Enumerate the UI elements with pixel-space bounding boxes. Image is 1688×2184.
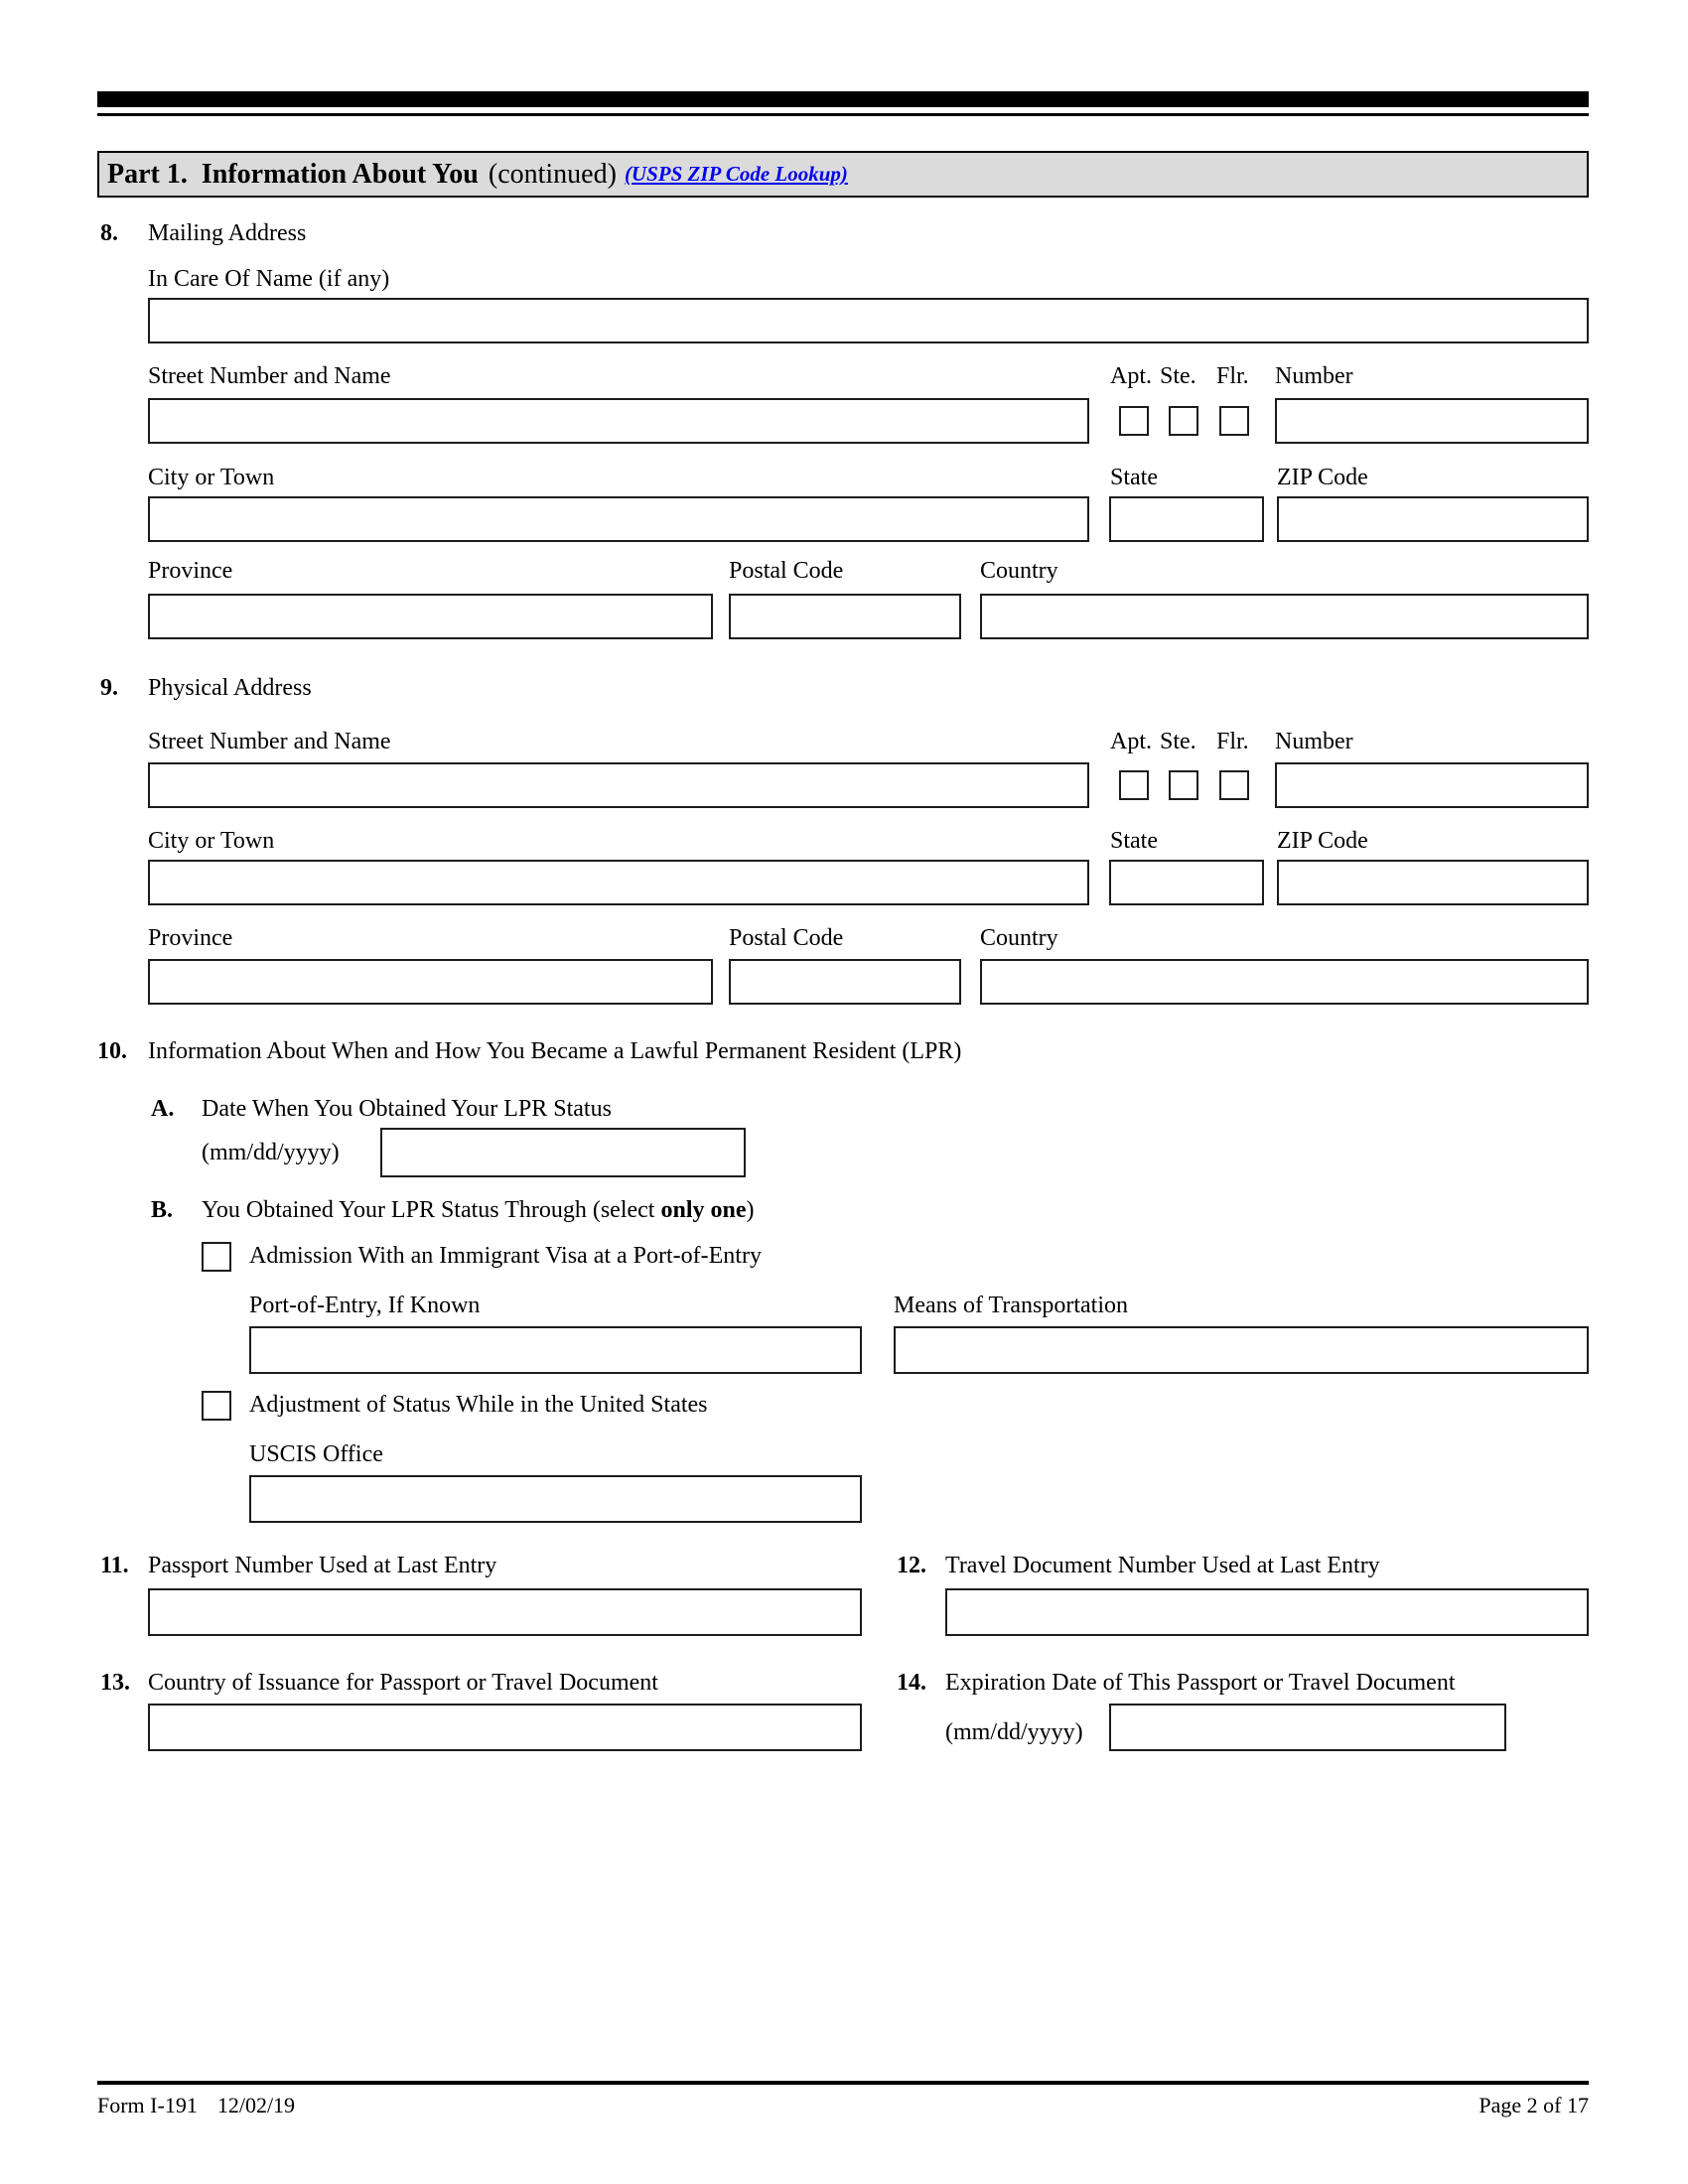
footer-rule (97, 2081, 1589, 2085)
physical-ste-checkbox[interactable] (1169, 770, 1198, 800)
means-of-transportation-input[interactable] (894, 1326, 1589, 1374)
physical-country-label: Country (980, 925, 1058, 951)
part1-header (97, 151, 1589, 198)
mailing-street-input[interactable] (148, 398, 1089, 444)
physical-zip-input[interactable] (1277, 860, 1589, 905)
physical-province-input[interactable] (148, 959, 713, 1005)
q11-label: Passport Number Used at Last Entry (148, 1553, 497, 1578)
physical-postal-code-label: Postal Code (729, 925, 844, 951)
q10a-label: Date When You Obtained Your LPR Status (202, 1096, 612, 1122)
usps-zip-lookup-link[interactable]: (USPS ZIP Code Lookup) (624, 162, 848, 186)
q10b-label (202, 1197, 754, 1224)
top-rule-thin (97, 113, 1589, 116)
q10-title: Information About When and How You Became a Lawful Permanent Resident (LPR) (148, 1038, 962, 1064)
physical-country-input[interactable] (980, 959, 1589, 1005)
uscis-office-input[interactable] (249, 1475, 862, 1523)
port-of-entry-input[interactable] (249, 1326, 862, 1374)
mailing-state-label: State (1110, 465, 1158, 490)
mailing-zip-input[interactable] (1277, 496, 1589, 542)
adjustment-of-status-checkbox[interactable] (202, 1391, 231, 1421)
q14-date-format-label: (mm/dd/yyyy) (945, 1719, 1083, 1745)
means-of-transportation-label: Means of Transportation (894, 1293, 1128, 1318)
physical-unit-number-input[interactable] (1275, 762, 1589, 808)
footer-page-indicator: Page 2 of 17 (1478, 2093, 1589, 2117)
q10a-date-format-label: (mm/dd/yyyy) (202, 1140, 340, 1165)
mailing-number-label: Number (1275, 363, 1353, 389)
physical-postal-code-input[interactable] (729, 959, 961, 1005)
physical-city-input[interactable] (148, 860, 1089, 905)
physical-ste-label: Ste. (1160, 729, 1196, 754)
mailing-flr-label: Flr. (1216, 363, 1249, 389)
mailing-zip-label: ZIP Code (1277, 465, 1368, 490)
physical-street-input[interactable] (148, 762, 1089, 808)
footer-form-info (97, 2093, 295, 2118)
top-rule-thick (97, 91, 1589, 107)
physical-state-input[interactable] (1109, 860, 1264, 905)
mailing-state-input[interactable] (1109, 496, 1264, 542)
mailing-ste-checkbox[interactable] (1169, 406, 1198, 436)
admission-immigrant-visa-checkbox[interactable] (202, 1242, 231, 1272)
q9-title: Physical Address (148, 675, 312, 701)
part-number: Part 1. (107, 158, 188, 190)
q14-label: Expiration Date of This Passport or Travel Document (945, 1670, 1456, 1696)
q12-number: 12. (897, 1553, 926, 1578)
mailing-country-input[interactable] (980, 594, 1589, 639)
footer-edition-date: 12/02/19 (216, 2093, 296, 2117)
physical-province-label: Province (148, 925, 233, 951)
uscis-office-label: USCIS Office (249, 1441, 383, 1467)
mailing-in-care-of-label: In Care Of Name (if any) (148, 266, 390, 292)
q8-number: 8. (100, 220, 118, 246)
travel-document-number-input[interactable] (945, 1588, 1589, 1636)
physical-apt-checkbox[interactable] (1119, 770, 1149, 800)
mailing-street-label: Street Number and Name (148, 363, 391, 389)
mailing-flr-checkbox[interactable] (1219, 406, 1249, 436)
q13-label: Country of Issuance for Passport or Travel Document (148, 1670, 658, 1696)
q14-number: 14. (897, 1670, 926, 1696)
q10b-letter: B. (151, 1197, 174, 1223)
mailing-country-label: Country (980, 558, 1058, 584)
physical-apt-label: Apt. (1110, 729, 1152, 754)
mailing-apt-checkbox[interactable] (1119, 406, 1149, 436)
physical-street-label: Street Number and Name (148, 729, 391, 754)
mailing-city-input[interactable] (148, 496, 1089, 542)
q10b-label-pre: You Obtained Your LPR Status Through (select (202, 1197, 661, 1223)
physical-city-label: City or Town (148, 828, 275, 854)
country-of-issuance-input[interactable] (148, 1704, 862, 1751)
q8-title: Mailing Address (148, 220, 307, 246)
part-continued: (continued) (488, 158, 617, 190)
q10b-label-bold: only one (660, 1197, 747, 1223)
physical-number-label: Number (1275, 729, 1353, 754)
physical-flr-label: Flr. (1216, 729, 1249, 754)
expiration-date-input[interactable] (1109, 1704, 1506, 1751)
mailing-unit-number-input[interactable] (1275, 398, 1589, 444)
mailing-apt-label: Apt. (1110, 363, 1152, 389)
mailing-in-care-of-input[interactable] (148, 298, 1589, 343)
q12-label: Travel Document Number Used at Last Entry (945, 1553, 1380, 1578)
mailing-postal-code-label: Postal Code (729, 558, 844, 584)
mailing-ste-label: Ste. (1160, 363, 1196, 389)
q9-number: 9. (100, 675, 118, 701)
admission-immigrant-visa-label: Admission With an Immigrant Visa at a Port-of-Entry (249, 1243, 762, 1269)
q11-number: 11. (100, 1553, 129, 1578)
adjustment-of-status-label: Adjustment of Status While in the United States (249, 1392, 708, 1418)
part-title: Information About You (201, 158, 479, 190)
mailing-province-input[interactable] (148, 594, 713, 639)
physical-state-label: State (1110, 828, 1158, 854)
mailing-province-label: Province (148, 558, 233, 584)
q13-number: 13. (100, 1670, 130, 1696)
mailing-postal-code-input[interactable] (729, 594, 961, 639)
port-of-entry-label: Port-of-Entry, If Known (249, 1293, 481, 1318)
mailing-city-label: City or Town (148, 465, 275, 490)
footer-form-id: Form I-191 (97, 2093, 198, 2117)
physical-flr-checkbox[interactable] (1219, 770, 1249, 800)
q10a-letter: A. (151, 1096, 175, 1122)
q10-number: 10. (97, 1038, 127, 1064)
physical-zip-label: ZIP Code (1277, 828, 1368, 854)
lpr-date-obtained-input[interactable] (380, 1128, 746, 1177)
passport-number-input[interactable] (148, 1588, 862, 1636)
q10b-label-post: ) (746, 1197, 755, 1223)
